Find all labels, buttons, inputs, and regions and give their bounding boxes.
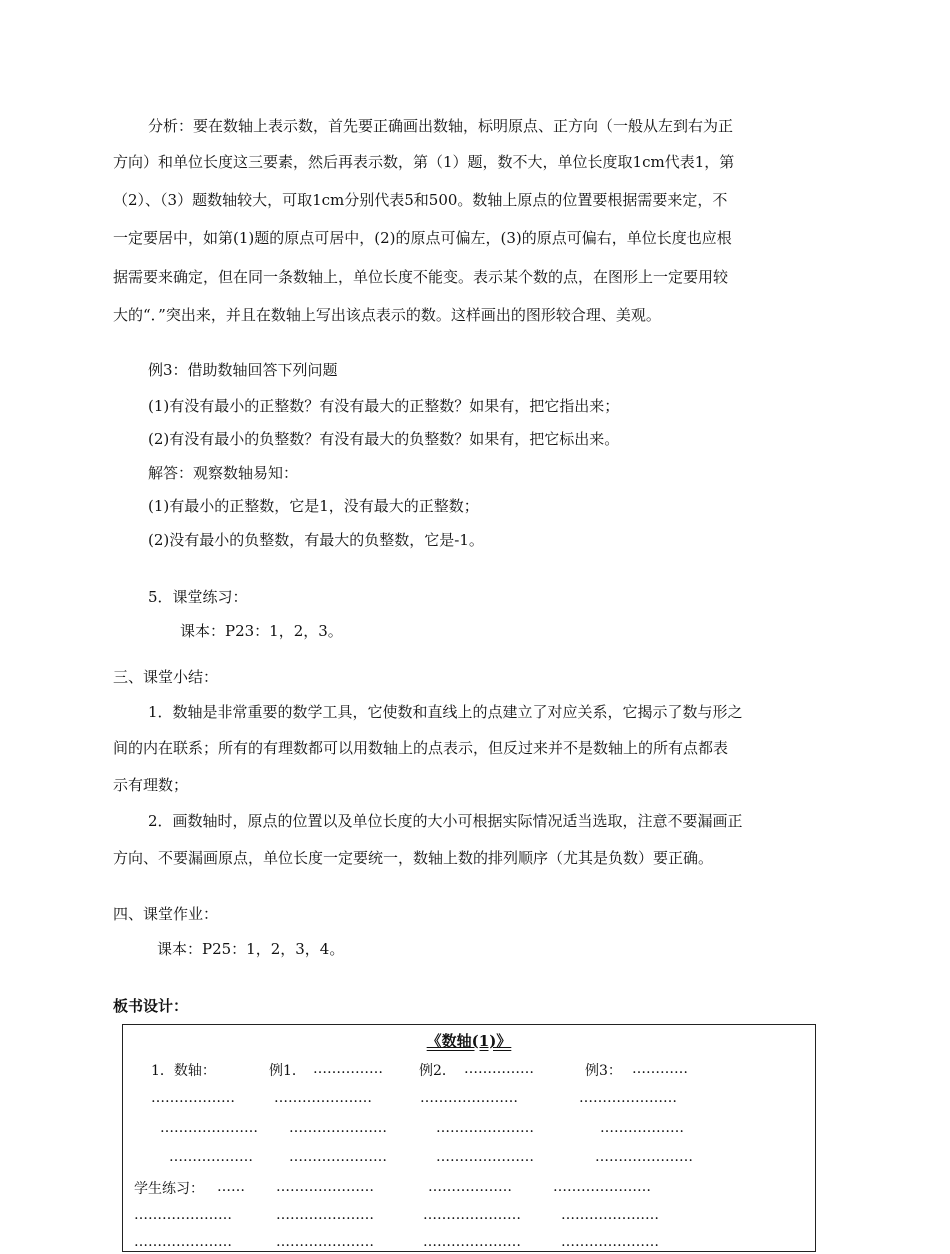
example3-answer-label: 解答：观察数轴易知： [148,464,299,482]
summary-p1-line-1: 1．数轴是非常重要的数学工具，它使数和直线上的点建立了对应关系，它揭示了数与形之 [148,703,743,721]
dotted-fill: ………………… [595,1149,693,1165]
board-student-practice: 学生练习： [134,1181,204,1197]
board-title: 《数轴(1)》 [426,1032,512,1050]
analysis-line-3: （2）、（3）题数轴较大，可取1cm分别代表5和500。数轴上原点的位置要根据需要来定，不 [113,191,728,209]
dotted-fill: ……………… [169,1149,253,1165]
analysis-line-2: 方向）和单位长度这三要素，然后再表示数，第（1）题，数不大，单位长度取1cm代表1，第 [113,153,735,171]
dotted-fill: ……………… [600,1120,684,1136]
dotted-fill: ………………… [579,1090,677,1106]
board-example-2: 例2． [419,1063,456,1079]
board-design-box [122,1024,816,1252]
dotted-fill: …… [217,1179,245,1195]
dotted-fill: ………………… [561,1207,659,1223]
dotted-fill: ………………… [274,1090,372,1106]
board-example-3: 例3： [585,1063,622,1079]
dotted-fill: ………………… [276,1234,374,1250]
dotted-fill: ………………… [423,1234,521,1250]
dotted-fill: ………………… [420,1090,518,1106]
dotted-fill: ………………… [436,1149,534,1165]
dotted-fill: ………………… [276,1207,374,1223]
dotted-fill: ………………… [553,1179,651,1195]
dotted-fill: ………………… [160,1120,258,1136]
example3-question-1: (1)有没有最小的正整数？有没有最大的正整数？如果有，把它指出来； [148,397,620,415]
dotted-fill: ………………… [276,1179,374,1195]
dotted-fill: ………………… [289,1149,387,1165]
summary-p2-line-1: 2．画数轴时，原点的位置以及单位长度的大小可根据实际情况适当选取，注意不要漏画正 [148,812,743,830]
summary-p2-line-2: 方向、不要漏画原点，单位长度一定要统一，数轴上数的排列顺序（尤其是负数）要正确。 [113,849,714,867]
board-example-1: 例1． [269,1063,306,1079]
analysis-line-5: 据需要来确定，但在同一条数轴上，单位长度不能变。表示某个数的点，在图形上一定要用较 [113,268,729,286]
dotted-fill: …………… [464,1061,534,1077]
example3-title: 例3：借助数轴回答下列问题 [148,361,338,379]
dotted-fill: ………………… [561,1234,659,1250]
dotted-fill: ……………… [151,1090,235,1106]
example3-answer-1: (1)有最小的正整数，它是1，没有最大的正整数； [148,497,479,515]
board-item-axis: 1．数轴： [151,1063,216,1079]
example3-answer-2: (2)没有最小的负整数，有最大的负整数，它是-1。 [148,531,484,549]
dotted-fill: ………… [632,1061,688,1077]
summary-p1-line-2: 间的内在联系；所有的有理数都可以用数轴上的点表示，但反过来并不是数轴上的所有点都表 [113,739,729,757]
analysis-line-6: 大的“．”突出来，并且在数轴上写出该点表示的数。这样画出的图形较合理、美观。 [113,306,661,324]
summary-heading: 三、课堂小结： [113,668,219,686]
dotted-fill: ………………… [289,1120,387,1136]
board-heading: 板书设计： [113,997,189,1015]
dotted-fill: ………………… [436,1120,534,1136]
dotted-fill: ……………… [428,1179,512,1195]
dotted-fill: ………………… [134,1234,232,1250]
analysis-line-4: 一定要居中，如第(1)题的原点可居中，(2)的原点可偏左，(3)的原点可偏右，单位长度也应根 [113,229,732,247]
example3-question-2: (2)有没有最小的负整数？有没有最大的负整数？如果有，把它标出来。 [148,430,620,448]
practice-text: 课本：P23：1，2，3。 [180,622,343,640]
summary-p1-line-3: 示有理数； [113,776,189,794]
practice-heading: 5．课堂练习： [148,588,248,606]
homework-text: 课本：P25：1，2，3，4。 [157,940,345,958]
dotted-fill: ………………… [134,1207,232,1223]
analysis-line-1: 分析：要在数轴上表示数，首先要正确画出数轴，标明原点、正方向（一般从左到右为正 [148,117,734,135]
dotted-fill: …………… [313,1061,383,1077]
homework-heading: 四、课堂作业： [113,905,219,923]
dotted-fill: ………………… [423,1207,521,1223]
